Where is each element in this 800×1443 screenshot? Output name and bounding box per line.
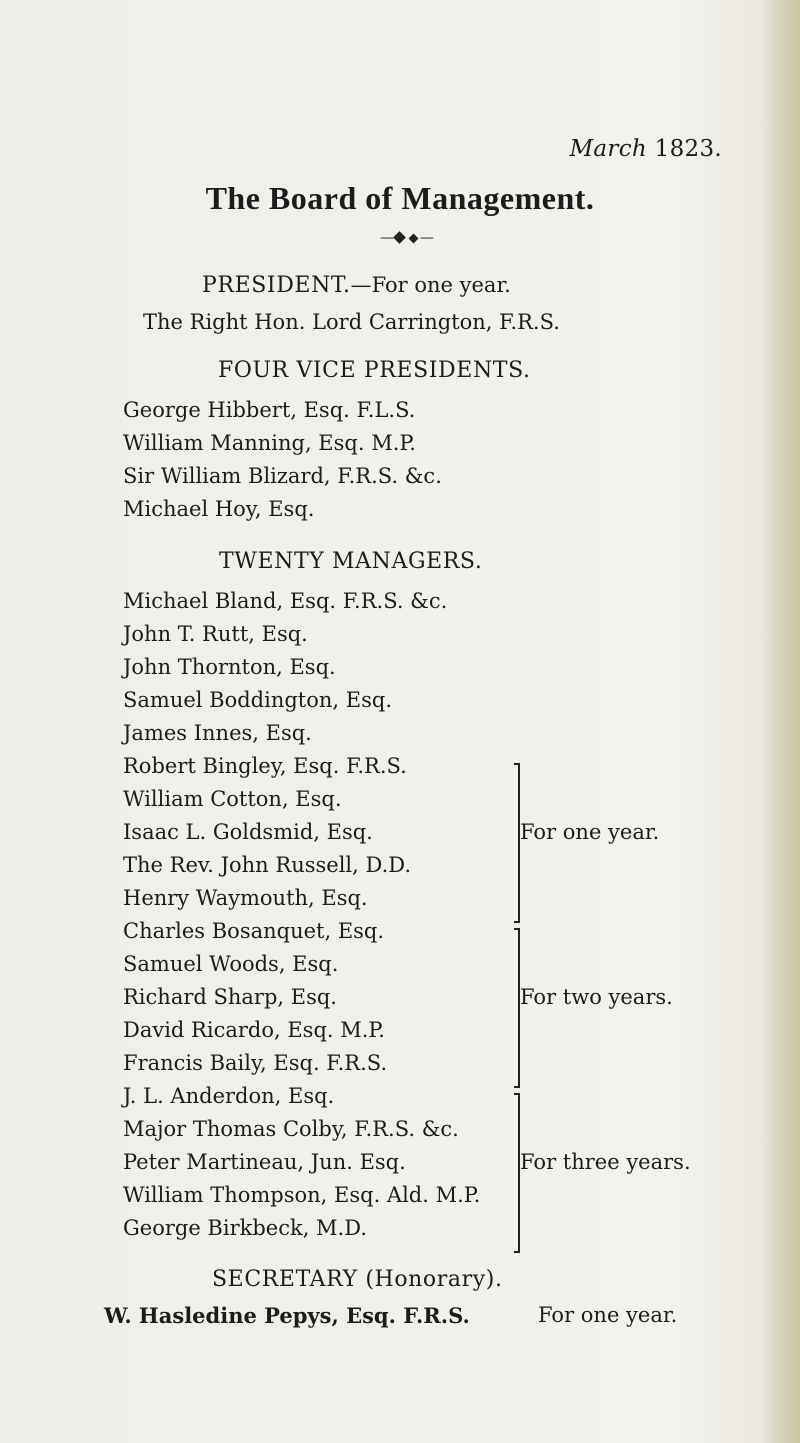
manager-name: David Ricardo, Esq. M.P. <box>123 1018 385 1042</box>
president-heading-line <box>202 273 511 298</box>
manager-name: John T. Rutt, Esq. <box>123 622 308 646</box>
manager-name: Richard Sharp, Esq. <box>123 985 337 1009</box>
manager-name: Charles Bosanquet, Esq. <box>123 919 385 943</box>
vice-president-name: George Hibbert, Esq. F.L.S. <box>123 398 416 422</box>
manager-name: Samuel Boddington, Esq. <box>123 688 392 712</box>
vice-presidents-heading: FOUR VICE PRESIDENTS. <box>218 358 531 383</box>
vice-president-name: Michael Hoy, Esq. <box>123 497 315 521</box>
vice-president-name: Sir William Blizard, F.R.S. &c. <box>123 464 442 488</box>
manager-name: Francis Baily, Esq. F.R.S. <box>123 1051 388 1075</box>
brace-icon <box>508 1093 520 1253</box>
manager-name: Samuel Woods, Esq. <box>123 952 339 976</box>
president-name: The Right Hon. Lord Carrington, F.R.S. <box>143 310 560 334</box>
page-title: The Board of Management. <box>205 180 595 216</box>
secretary-heading: SECRETARY (Honorary). <box>212 1267 503 1292</box>
term-label-one-year: For one year. <box>520 820 660 844</box>
vice-president-name: William Manning, Esq. M.P. <box>123 431 416 455</box>
term-label-three-years: For three years. <box>520 1150 691 1174</box>
manager-name: James Innes, Esq. <box>123 721 312 745</box>
president-heading: PRESIDENT. <box>202 273 351 298</box>
date-year: 1823. <box>654 136 722 162</box>
manager-name: Michael Bland, Esq. F.R.S. &c. <box>123 589 448 613</box>
manager-name: Henry Waymouth, Esq. <box>123 886 368 910</box>
manager-name: John Thornton, Esq. <box>123 655 336 679</box>
manager-name: William Cotton, Esq. <box>123 787 342 811</box>
manager-name: The Rev. John Russell, D.D. <box>123 853 412 877</box>
manager-name: William Thompson, Esq. Ald. M.P. <box>123 1183 481 1207</box>
secretary-term: For one year. <box>538 1303 678 1327</box>
manager-name: Isaac L. Goldsmid, Esq. <box>123 820 373 844</box>
term-label-two-years: For two years. <box>520 985 673 1009</box>
manager-name: J. L. Anderdon, Esq. <box>123 1084 335 1108</box>
manager-name: Peter Martineau, Jun. Esq. <box>123 1150 406 1174</box>
manager-name: Robert Bingley, Esq. F.R.S. <box>123 754 407 778</box>
date-line <box>570 136 722 162</box>
brace-icon <box>508 763 520 923</box>
date-month: March <box>569 136 648 162</box>
brace-icon <box>508 928 520 1088</box>
ornament-divider-icon: — — <box>380 230 432 246</box>
manager-name: George Birkbeck, M.D. <box>123 1216 367 1240</box>
secretary-name: W. Hasledine Pepys, Esq. F.R.S. <box>104 1303 470 1328</box>
managers-heading: TWENTY MANAGERS. <box>219 549 483 574</box>
president-term: —For one year. <box>350 273 511 297</box>
manager-name: Major Thomas Colby, F.R.S. &c. <box>123 1117 459 1141</box>
